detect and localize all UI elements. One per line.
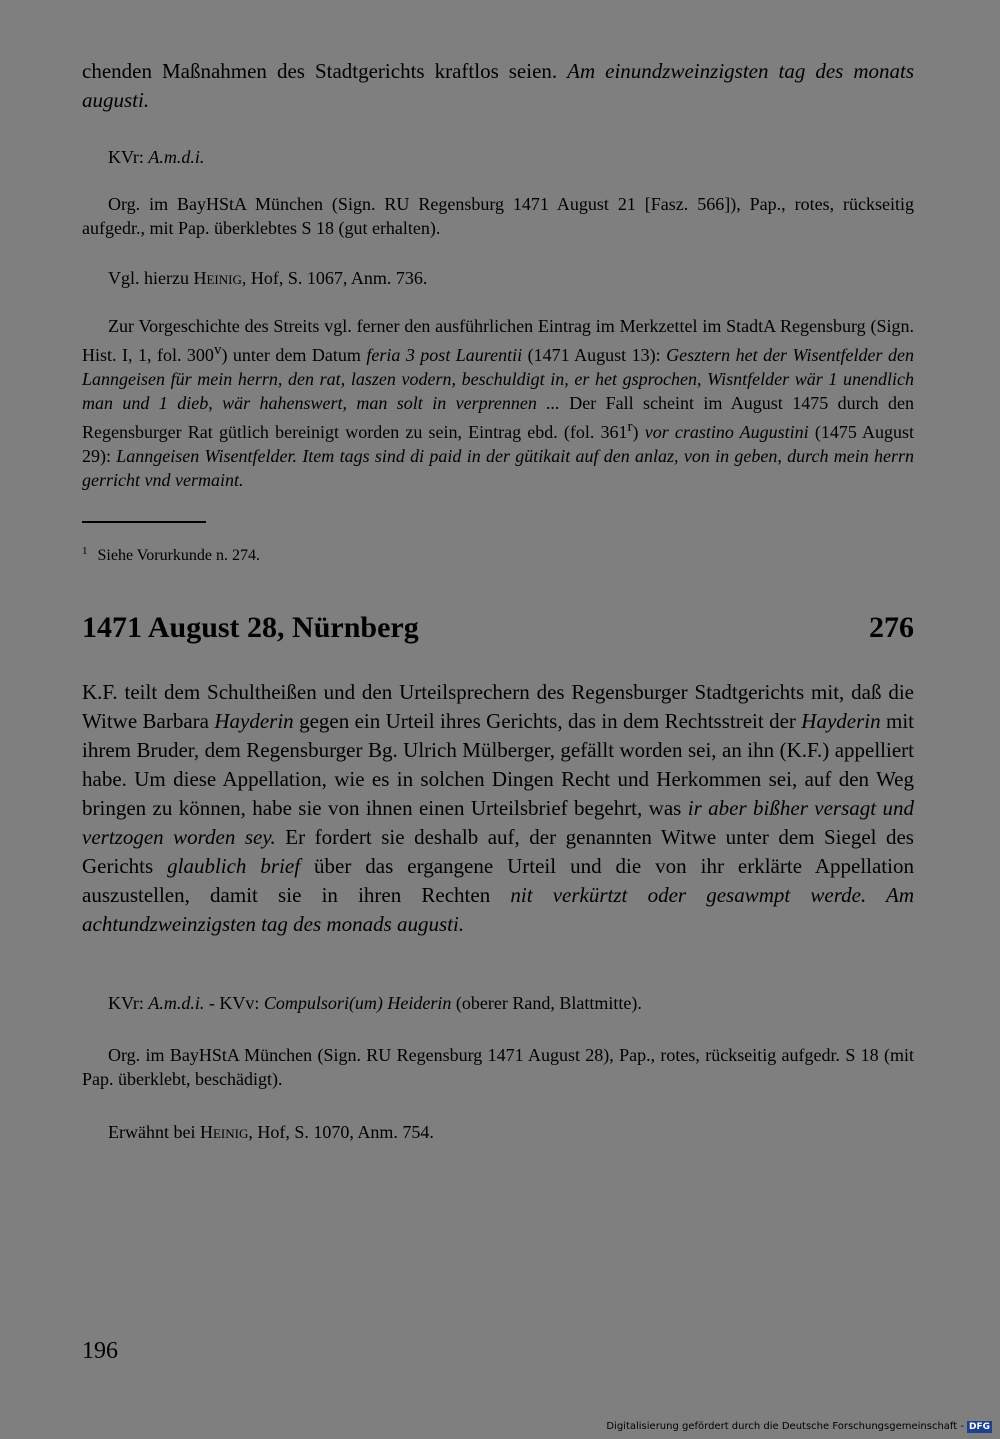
heading-date-place: 1471 August 28, Nürnberg [82, 611, 419, 644]
kvr2-value: A.m.d.i. [148, 993, 205, 1013]
mention-suffix: , Hof, S. 1070, Anm. 754. [248, 1122, 434, 1142]
footnote-divider [82, 521, 206, 523]
credit-text: Digitalisierung gefördert durch die Deutsche Forschungsgemeinschaft - [606, 1421, 964, 1432]
regest-italic-5: nit verkürtzt oder gesawmpt werde. Am achtundzweinzigsten tag des monads augusti. [82, 883, 914, 936]
background-text-5: ) [632, 422, 645, 442]
regest-text-5: über das ergangene Urteil und die von ihr erklärte Appellation auszustellen, damit sie in ihren Rechten [82, 854, 914, 907]
kvv-value: Compulsori(um) Heiderin [263, 993, 452, 1013]
lead-paragraph [82, 57, 914, 115]
regest-italic-3: ir aber bißher versagt und vertzogen worden sey. [82, 796, 914, 849]
background-quote-2: Lanngeisen Wisentfelder. Item tags sind di paid in der gütikait auf den anlaz, von in geben, durch mein herrn gerricht vnd vermaint. [82, 446, 915, 490]
regest-paragraph [82, 678, 914, 939]
original-source-note-1: Org. im BayHStA München (Sign. RU Regensburg 1471 August 21 [Fasz. 566]), Pap., rotes, rückseitig aufgedr., mit Pap. überklebtes S 18 (gut erhalten). [82, 194, 914, 238]
document-heading [82, 608, 914, 648]
mention-note [82, 1120, 914, 1144]
folio-recto-mark: r [627, 419, 633, 435]
background-note [82, 314, 914, 492]
footnote-mark: 1 [82, 545, 88, 557]
background-date-italic: feria 3 post Laurentii [366, 345, 523, 365]
kvr2-label: KVr: [108, 993, 149, 1013]
footnote-text: Siehe Vorurkunde n. 274. [97, 547, 261, 564]
kvv-location: (oberer Rand, Blattmitte). [451, 993, 642, 1013]
background-quote-1: Gesztern het der Wisentfelder den Lanngeisen für mein herrn, den rat, laszen vodern, beschuldigt in, er het gsprochen, Wisntfelder wär 1 unendlich man und 1 dieb, wär hahenswert, man solt in verprennen ... [82, 345, 914, 413]
mention-author: Heinig [199, 1122, 249, 1142]
dfg-logo: DFG [968, 1422, 990, 1432]
lead-italic-text: Am einundzweinzigsten tag des monats augusti. [82, 59, 914, 112]
reference-prefix: Vgl. hierzu [108, 268, 194, 288]
kvr-note-2 [82, 991, 914, 1015]
regest-text-2: gegen ein Urteil ihres Gerichts, das in dem Rechtsstreit der [293, 709, 802, 733]
footnote [82, 541, 260, 566]
kvv-label: - KVv: [204, 993, 264, 1013]
digitization-credit [606, 1420, 992, 1434]
regest-italic-4: glaublich brief [167, 854, 301, 878]
regest-italic-1: Hayderin [214, 709, 294, 733]
reference-author: Heinig [193, 268, 242, 288]
background-text-3: (1471 August 13): [522, 345, 667, 365]
background-text-2: ) unter dem Datum [221, 345, 367, 365]
lead-text: chenden Maßnahmen des Stadtgerichts kraftlos seien. [82, 59, 568, 83]
kvr-value: A.m.d.i. [148, 147, 205, 167]
folio-verso-mark: v [213, 342, 222, 358]
page-number: 196 [82, 1338, 118, 1364]
kvr-label: KVr: [108, 147, 149, 167]
regest-italic-2: Hayderin [801, 709, 881, 733]
background-date-italic-2: vor crastino Augustini [644, 422, 809, 442]
regest-text-4: Er fordert sie deshalb auf, der genannten Witwe unter dem Siegel des Gerichts [82, 825, 914, 878]
background-text-6: (1475 August 29): [82, 422, 914, 466]
regest-text-1: K.F. teilt dem Schultheißen und den Urteilsprechern des Regensburger Stadtgerichts mit, daß die Witwe Barbara [82, 680, 914, 733]
original-source-note-2: Org. im BayHStA München (Sign. RU Regensburg 1471 August 28), Pap., rotes, rückseitig aufgedr. S 18 (mit Pap. überklebt, beschädigt). [82, 1045, 914, 1089]
reference-suffix: , Hof, S. 1067, Anm. 736. [241, 268, 428, 288]
document-number: 276 [869, 611, 914, 644]
reference-note [82, 266, 914, 290]
background-text-4: Der Fall scheint im August 1475 durch den Regensburger Rat gütlich bereinigt worden zu sein, Eintrag ebd. (fol. 361 [82, 393, 914, 442]
regest-text-3: mit ihrem Bruder, dem Regensburger Bg. Ulrich Mülberger, gefällt worden sei, an ihn (K.F.) appelliert habe. Um diese Appellation, wie es in solchen Dingen Recht und Herkommen sei, auf den Weg bringen zu können, habe sie von ihnen einen Urteilsbrief begehrt, was [82, 709, 915, 820]
background-text-1: Zur Vorgeschichte des Streits vgl. ferner den ausführlichen Eintrag im Merkzettel im StadtA Regensburg (Sign. Hist. I, 1, fol. 300 [82, 316, 914, 365]
mention-prefix: Erwähnt bei [108, 1122, 200, 1142]
kvr-note-1 [82, 145, 914, 169]
